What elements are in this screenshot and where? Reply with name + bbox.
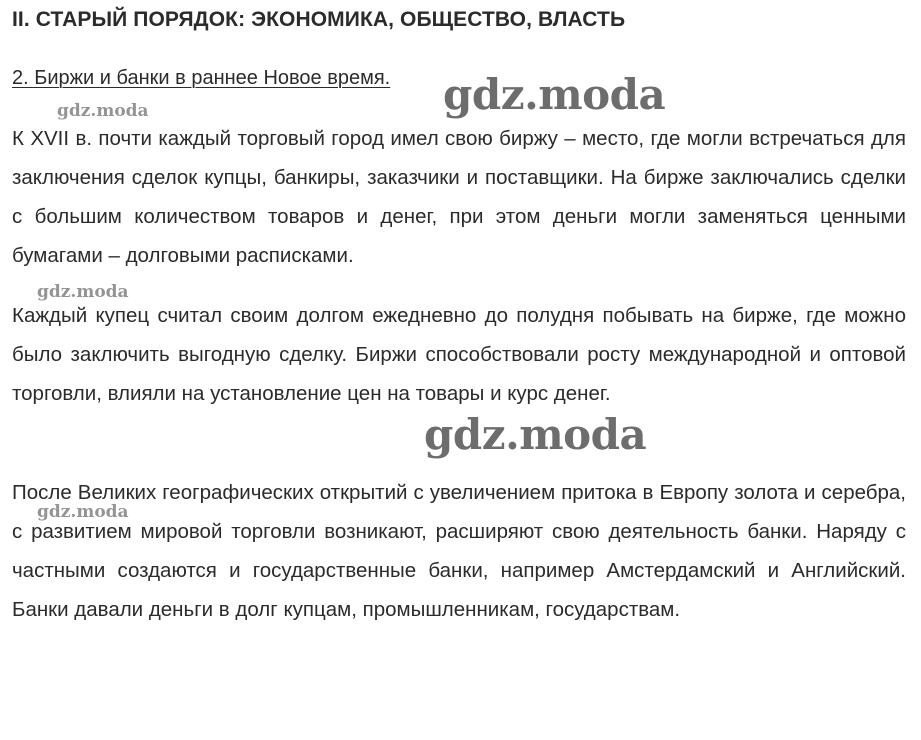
section-title: II. СТАРЫЙ ПОРЯДОК: ЭКОНОМИКА, ОБЩЕСТВО, ВЛАСТЬ [12, 8, 626, 31]
watermark-small-1: gdz.moda [57, 101, 149, 121]
watermark-small-2: gdz.moda [37, 282, 129, 302]
section-subtitle: 2. Биржи и банки в раннее Новое время. [12, 67, 391, 89]
paragraph-3: После Великих географических открытий с увеличением притока в Европу золота и серебра, с развитием мировой торговли возникают, расширяют свою деятельность банки. Наряду с частными создаются и государственные банки, например Амстердамский и Английский. Банки давали деньги в долг купцам, промышленникам, государствам. [12, 481, 906, 621]
watermark-large-top: gdz.moda [443, 70, 666, 119]
watermark-small-3: gdz.moda [37, 502, 129, 522]
paragraph-1: К XVII в. почти каждый торговый город имел свою биржу – место, где могли встречаться для заключения сделок купцы, банкиры, заказчики и поставщики. На бирже заключались сделки с большим количеством товаров и денег, при этом деньги могли заменяться ценными бумагами – долговыми расписками. [12, 127, 906, 267]
paragraph-2: Каждый купец считал своим долгом ежедневно до полудня побывать на бирже, где можно было заключить выгодную сделку. Биржи способствовали росту международной и оптовой торговли, влияли на установление цен на товары и курс денег. [12, 304, 906, 405]
watermark-large-middle: gdz.moda [424, 410, 647, 459]
